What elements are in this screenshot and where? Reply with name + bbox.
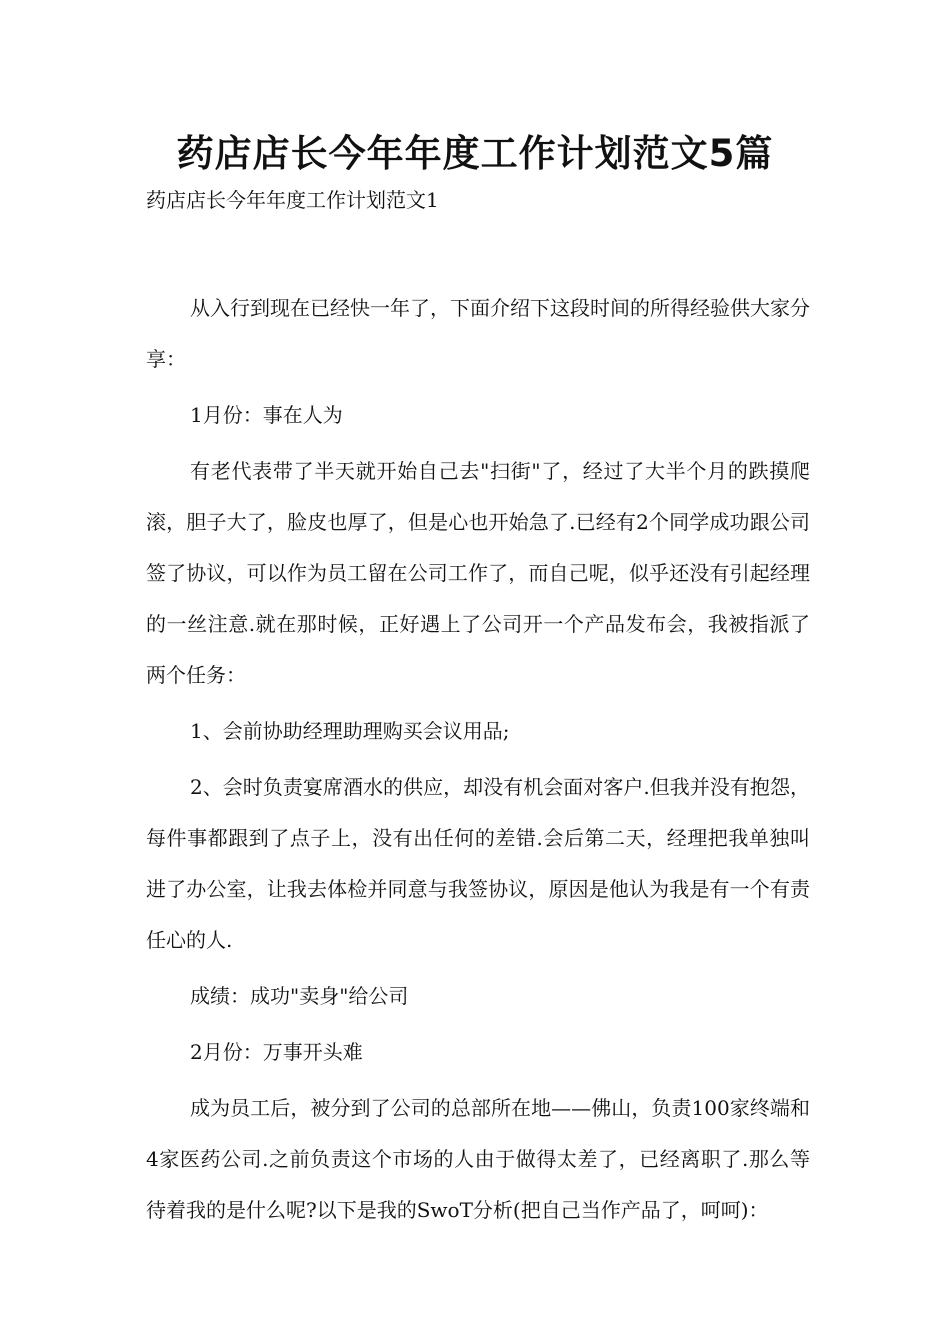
paragraph: 2、会时负责宴席酒水的供应，却没有机会面对客户.但我并没有抱怨，每件事都跟到了点子上，没有出任何的差错.会后第二天，经理把我单独叫进了办公室，让我去体检并同意与我签协议，原因是他认为我是有一个有责任心的人. bbox=[146, 775, 810, 952]
document-body bbox=[146, 283, 810, 1241]
paragraph: 1月份：事在人为 bbox=[190, 403, 343, 427]
paragraph: 1、会前协助经理助理购买会议用品; bbox=[190, 719, 510, 743]
paragraph: 有老代表带了半天就开始自己去"扫街"了，经过了大半个月的跌摸爬滚，胆子大了，脸皮也厚了，但是心也开始急了.已经有2个同学成功跟公司签了协议，可以作为员工留在公司工作了，而自己呢，似乎还没有引起经理的一丝注意.就在那时候，正好遇上了公司开一个产品发布会，我被指派了两个任务： bbox=[146, 459, 810, 687]
document-title: 药店店长今年年度工作计划范文5篇 bbox=[176, 132, 774, 175]
document-subtitle: 药店店长今年年度工作计划范文1 bbox=[146, 188, 439, 212]
paragraph: 从入行到现在已经快一年了，下面介绍下这段时间的所得经验供大家分享： bbox=[146, 296, 810, 371]
paragraph: 成绩：成功"卖身"给公司 bbox=[190, 984, 409, 1008]
paragraph: 成为员工后，被分到了公司的总部所在地——佛山，负责100家终端和4家医药公司.之前负责这个市场的人由于做得太差了，已经离职了.那么等待着我的是什么呢?以下是我的SwoT分析(把自己当作产品了，呵呵)： bbox=[146, 1096, 810, 1222]
paragraph: 2月份：万事开头难 bbox=[190, 1040, 363, 1064]
